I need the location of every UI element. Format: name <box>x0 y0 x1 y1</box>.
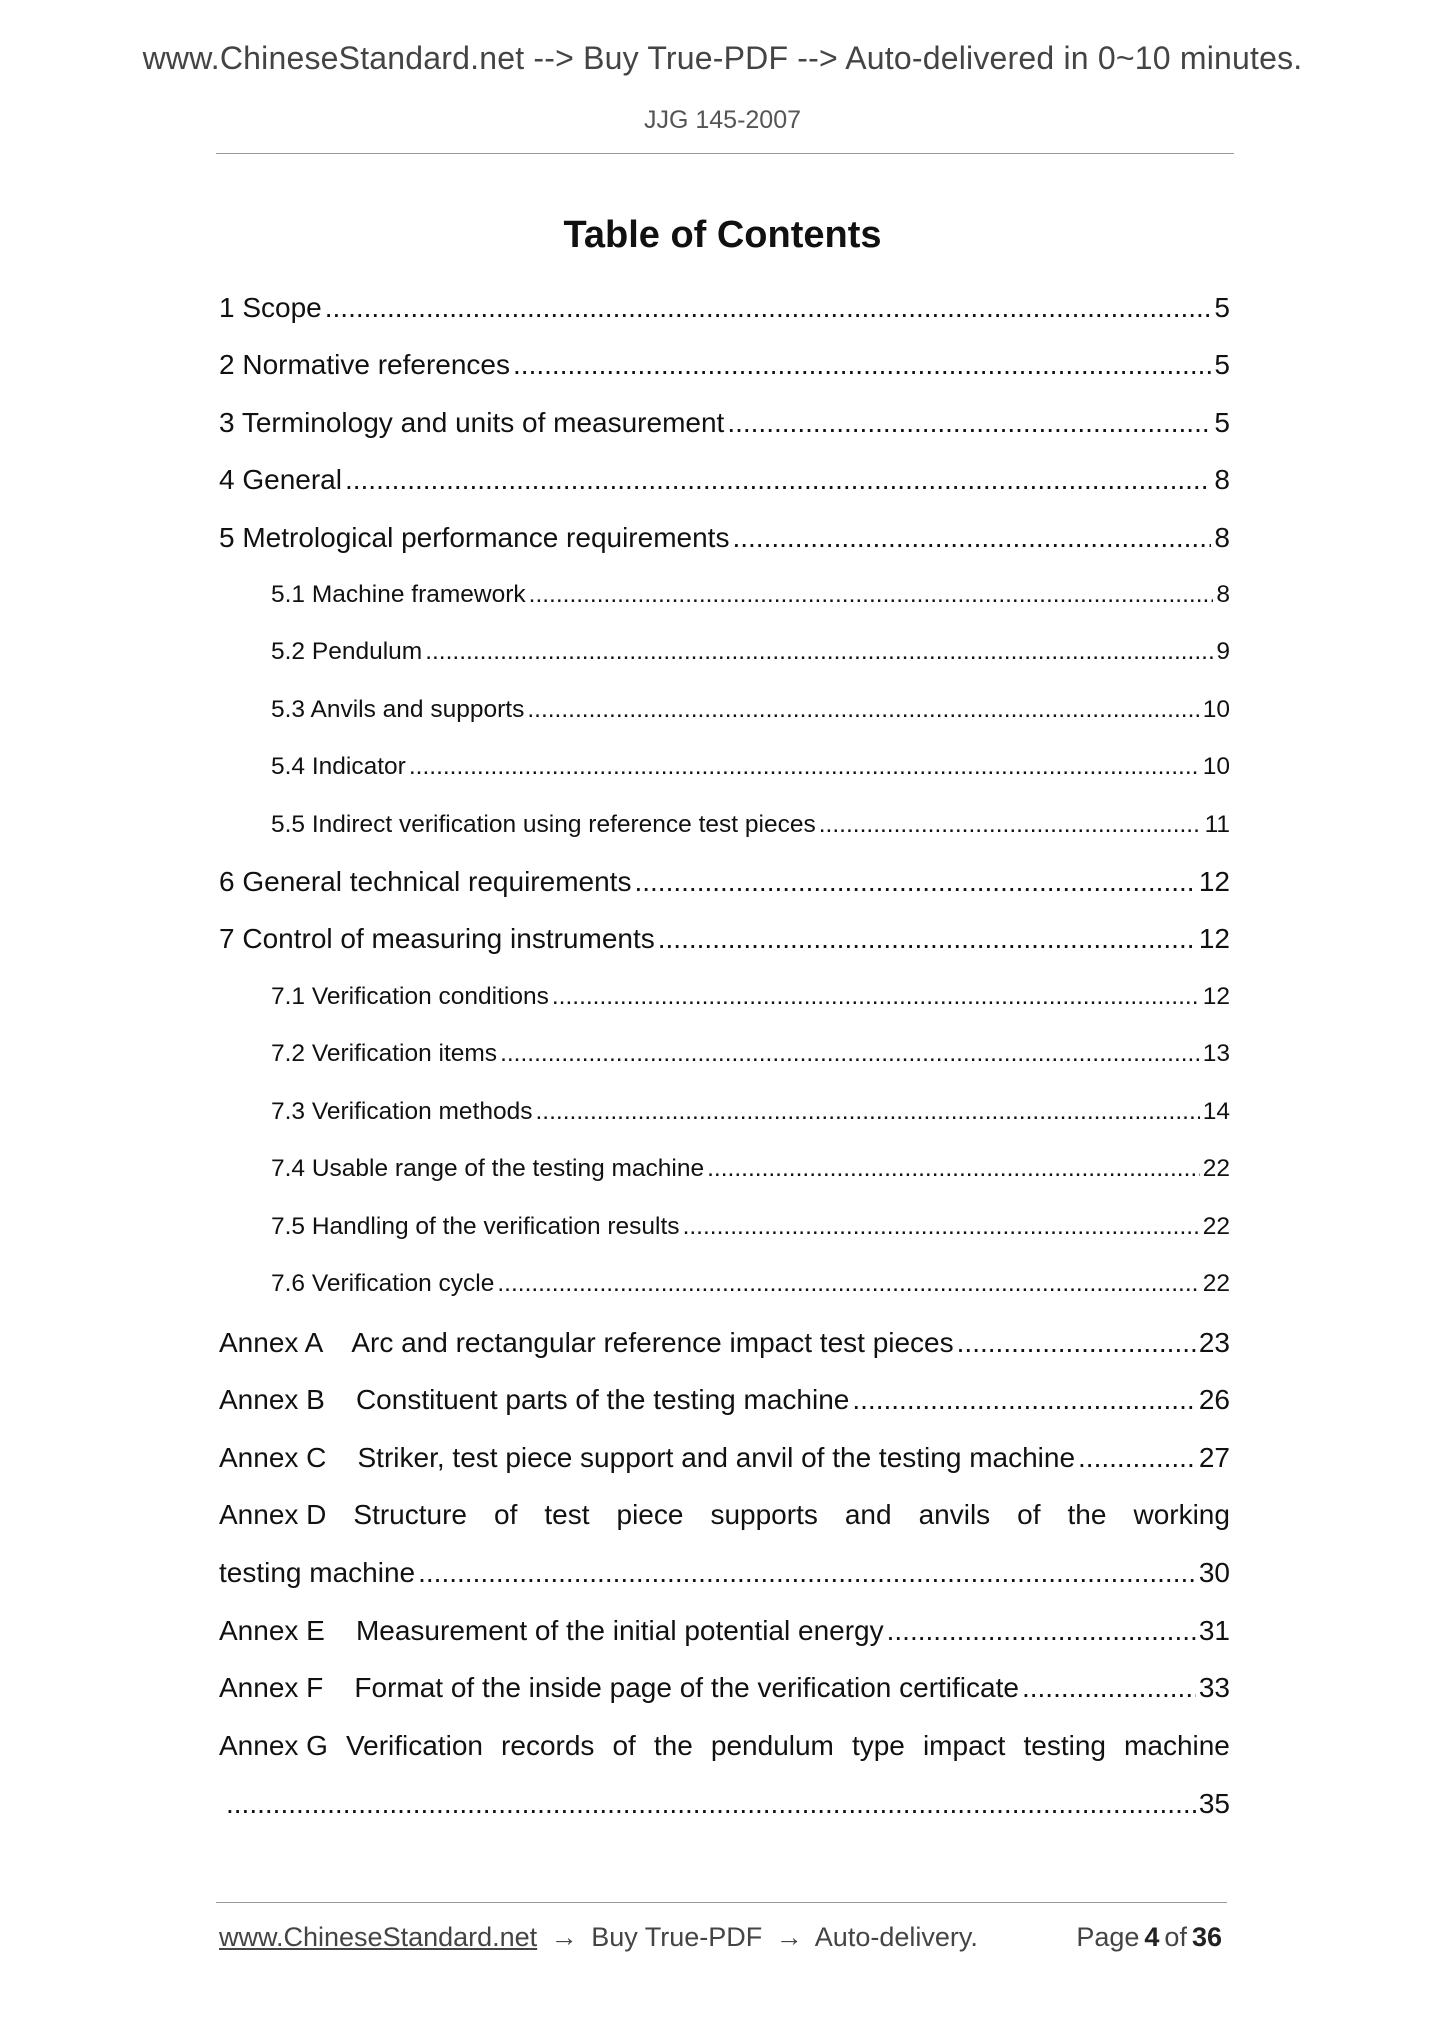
toc-entry-page: 31 <box>1198 1615 1230 1646</box>
toc-leader-dots <box>409 752 1200 781</box>
toc-entry-label: 5.1 Machine framework <box>271 581 526 608</box>
toc-entry-label: 4 General <box>219 464 342 495</box>
toc-leader-dots <box>527 695 1199 724</box>
total-pages: 36 <box>1191 1922 1222 1952</box>
arrow-right-icon: → <box>775 1922 803 1952</box>
toc-entry-label: 2 Normative references <box>219 349 511 380</box>
toc-leader-dots <box>658 922 1196 956</box>
toc-entry-page: 8 <box>1216 581 1230 608</box>
toc-word: testing <box>1023 1730 1106 1761</box>
toc-subentry[interactable] <box>271 695 1230 724</box>
toc-word: of <box>612 1730 636 1761</box>
toc-annex-entry[interactable] <box>219 1671 1230 1705</box>
toc-entry-page: 5 <box>1214 349 1230 380</box>
toc-entry-label: 5.2 Pendulum <box>271 638 423 665</box>
of-word: of <box>1164 1922 1187 1952</box>
footer-site-link[interactable]: www.ChineseStandard.net <box>219 1922 538 1952</box>
toc-entry-page: 12 <box>1198 866 1230 897</box>
toc-leader-dots <box>727 406 1211 440</box>
toc-entry-label-tail: testing machine <box>219 1557 416 1588</box>
toc-entry-page: 13 <box>1202 1040 1230 1067</box>
toc-leader-dots <box>345 463 1211 497</box>
toc-word: of <box>1017 1499 1041 1530</box>
toc-entry-label: 7.5 Handling of the verification results <box>271 1213 680 1240</box>
toc-word: Structure <box>353 1499 468 1530</box>
toc-word: machine <box>1124 1730 1230 1761</box>
toc-entry-label: 5.5 Indirect verification using reference test pieces <box>271 811 816 838</box>
toc-word: records <box>501 1730 595 1761</box>
toc-entry-page: 12 <box>1198 923 1230 954</box>
toc-annex-entry[interactable] <box>219 1441 1230 1475</box>
toc-entry-label: 6 General technical requirements <box>219 866 632 897</box>
toc-leader-dots <box>1078 1441 1196 1475</box>
toc-entry-label: Annex A Arc and rectangular reference impact test pieces <box>219 1327 954 1358</box>
toc-entry-page: 9 <box>1216 638 1230 665</box>
toc-leader-dots <box>513 348 1211 382</box>
footer-delivery-text: Auto-delivery. <box>814 1922 978 1952</box>
toc-entry-label: 7 Control of measuring instruments <box>219 923 655 954</box>
toc-entry-label: Annex B Constituent parts of the testing machine <box>219 1384 850 1415</box>
toc-subentry[interactable] <box>271 580 1230 609</box>
toc-entry-page: 27 <box>1198 1442 1230 1473</box>
toc-word: working <box>1133 1499 1230 1530</box>
toc-entry[interactable] <box>219 406 1230 440</box>
toc-entry-label: 5.3 Anvils and supports <box>271 696 525 723</box>
toc-entry-page: 8 <box>1214 522 1230 553</box>
toc-annex-entry[interactable] <box>219 1326 1230 1360</box>
toc-entry-page: 14 <box>1202 1098 1230 1125</box>
toc-entry-label: Annex F Format of the inside page of the verification certificate <box>219 1672 1019 1703</box>
toc-word: Annex G <box>219 1730 328 1761</box>
toc-subentry[interactable] <box>271 982 1230 1011</box>
toc-leader-dots <box>852 1383 1195 1417</box>
toc-entry-page: 10 <box>1202 696 1230 723</box>
toc-entry-page: 26 <box>1198 1384 1230 1415</box>
footer-left <box>219 1922 978 1953</box>
toc-entry-label: 5.4 Indicator <box>271 753 406 780</box>
footer-buy-text: Buy True-PDF <box>591 1922 763 1952</box>
toc-entry-page: 30 <box>1198 1557 1230 1588</box>
toc-leader-dots <box>707 1154 1200 1183</box>
toc-word: Verification <box>346 1730 483 1761</box>
toc-entry-page: 12 <box>1202 983 1230 1010</box>
toc-word: pendulum <box>710 1730 834 1761</box>
toc-leader-dots <box>418 1556 1196 1590</box>
toc-entry-label: 3 Terminology and units of measurement <box>219 407 725 438</box>
toc-entry-page: 10 <box>1202 753 1230 780</box>
toc-word: the <box>1067 1499 1107 1530</box>
toc-leader-dots <box>536 1097 1200 1126</box>
toc-entry-page: 33 <box>1198 1672 1230 1703</box>
toc-entry[interactable] <box>219 463 1230 497</box>
toc-entry-label: 7.6 Verification cycle <box>271 1270 495 1297</box>
toc-word: the <box>653 1730 693 1761</box>
toc-leader-dots <box>325 291 1212 325</box>
toc-entry-page: 22 <box>1202 1270 1230 1297</box>
toc-subentry[interactable] <box>271 752 1230 781</box>
toc-subentry[interactable] <box>271 637 1230 666</box>
toc-word: type <box>851 1730 905 1761</box>
toc-entry[interactable] <box>219 865 1230 899</box>
toc-annex-entry[interactable] <box>219 1614 1230 1648</box>
current-page: 4 <box>1144 1922 1160 1952</box>
toc-word: test <box>544 1499 590 1530</box>
toc-entry-label: 5 Metrological performance requirements <box>219 522 730 553</box>
toc-entry-page: 35 <box>1198 1788 1230 1819</box>
toc-entry-label: 7.1 Verification conditions <box>271 983 549 1010</box>
toc-leader-dots <box>957 1326 1196 1360</box>
toc-subentry[interactable] <box>271 1154 1230 1183</box>
toc-wrapped-last-line <box>226 1787 1230 1821</box>
toc-entry-label: Annex C Striker, test piece support and anvil of the testing machine <box>219 1442 1076 1473</box>
page-number <box>1071 1922 1222 1953</box>
toc-wrapped-last-line <box>219 1556 1230 1590</box>
toc-subentry[interactable] <box>271 1269 1230 1298</box>
toc-leader-dots <box>634 865 1195 899</box>
toc-entry[interactable] <box>219 922 1230 956</box>
toc-leader-dots <box>529 580 1214 609</box>
toc-entry-label: 1 Scope <box>219 292 322 323</box>
toc-leader-dots <box>500 1039 1200 1068</box>
toc-leader-dots <box>819 810 1202 839</box>
toc-leader-dots <box>683 1212 1200 1241</box>
toc-word: Annex D <box>219 1499 327 1530</box>
toc-entry-page: 8 <box>1214 464 1230 495</box>
toc-leader-dots <box>425 637 1213 666</box>
footer-divider <box>216 1902 1227 1903</box>
arrow-right-icon: → <box>550 1922 578 1952</box>
toc-entry-page: 5 <box>1214 407 1230 438</box>
toc-entry-label: 7.3 Verification methods <box>271 1098 533 1125</box>
top-banner: www.ChineseStandard.net --> Buy True-PDF --> Auto-delivered in 0~10 minutes. <box>142 40 1303 76</box>
toc-entry-page: 23 <box>1198 1327 1230 1358</box>
toc-subentry[interactable] <box>271 1097 1230 1126</box>
toc-entry-label: 7.2 Verification items <box>271 1040 498 1067</box>
toc-entry[interactable] <box>219 291 1230 325</box>
page-footer <box>219 1922 1224 1953</box>
toc-word: anvils <box>918 1499 991 1530</box>
document-id: JJG 145-2007 <box>643 106 802 134</box>
toc-entry-page: 5 <box>1214 292 1230 323</box>
toc-subentry[interactable] <box>271 1212 1230 1241</box>
toc-word: supports <box>710 1499 818 1530</box>
page-word: Page <box>1076 1922 1140 1952</box>
toc-word: and <box>844 1499 892 1530</box>
toc-entry[interactable] <box>219 348 1230 382</box>
toc-entry[interactable] <box>219 521 1230 555</box>
toc-entry-page: 11 <box>1204 811 1230 838</box>
toc-leader-dots <box>497 1269 1199 1298</box>
toc-wrapped-first-line <box>219 1498 1230 1532</box>
toc-leader-dots <box>887 1614 1196 1648</box>
toc-word: of <box>494 1499 518 1530</box>
toc-leader-dots <box>732 521 1211 555</box>
toc-leader-dots <box>226 1787 1196 1821</box>
toc-wrapped-first-line <box>219 1729 1230 1763</box>
toc-entry-label: 7.4 Usable range of the testing machine <box>271 1155 705 1182</box>
toc-leader-dots <box>552 982 1200 1011</box>
toc-word: piece <box>616 1499 684 1530</box>
toc-leader-dots <box>1022 1671 1196 1705</box>
toc-entry-page: 22 <box>1202 1155 1230 1182</box>
toc-entry-label: Annex E Measurement of the initial potential energy <box>219 1615 884 1646</box>
toc-entry-page: 22 <box>1202 1213 1230 1240</box>
toc-subentry[interactable] <box>271 1039 1230 1068</box>
toc-title: Table of Contents <box>563 214 882 256</box>
toc-word: impact <box>922 1730 1006 1761</box>
toc-annex-entry[interactable] <box>219 1383 1230 1417</box>
toc-subentry[interactable] <box>271 810 1230 839</box>
